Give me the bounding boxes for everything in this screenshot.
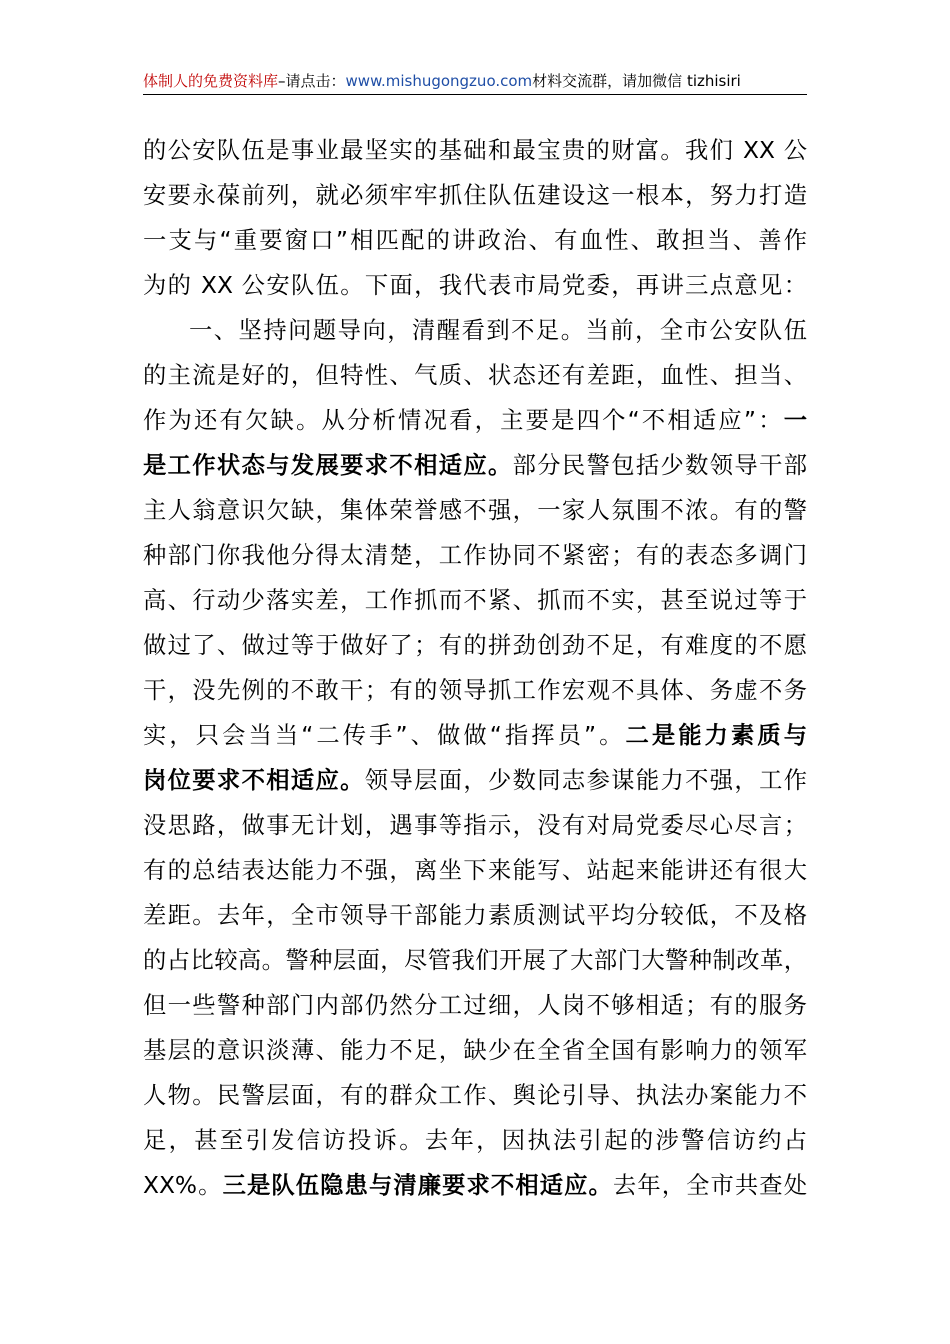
text-line	[143, 668, 807, 713]
bold-text: 岗位要求不相适应。	[143, 767, 365, 794]
text-line	[143, 1118, 807, 1163]
text-run: 做过了、做过等于做好了；有的拼劲创劲不足，有难度的不愿	[143, 632, 807, 659]
text-line	[143, 1163, 807, 1208]
bold-text: 是工作状态与发展要求不相适应。	[143, 452, 513, 479]
text-line	[143, 1073, 807, 1118]
text-line	[143, 308, 807, 353]
text-run: 的主流是好的，但特性、气质、状态还有差距，血性、担当、	[143, 362, 807, 389]
text-run: 人物。民警层面，有的群众工作、舆论引导、执法办案能力不	[143, 1082, 807, 1109]
text-run: 部分民警包括少数领导干部	[512, 452, 808, 479]
text-line	[143, 398, 807, 443]
text-line	[143, 803, 807, 848]
header-brand: 体制人的免费资料库	[143, 72, 279, 90]
bold-text: 二是能力素质与	[625, 722, 807, 749]
text-run: 足，甚至引发信访投诉。去年，因执法引起的涉警信访约占	[143, 1127, 807, 1154]
text-run: 高、行动少落实差，工作抓而不紧、抓而不实，甚至说过等于	[143, 587, 807, 614]
text-line	[143, 578, 807, 623]
text-run: XX%。	[143, 1172, 223, 1199]
header-link[interactable]: www.mishugongzuo.com	[345, 72, 533, 90]
text-line	[143, 533, 807, 578]
text-run: 基层的意识淡薄、能力不足，缺少在全省全国有影响力的领军	[143, 1037, 807, 1064]
text-run: 安要永葆前列，就必须牢牢抓住队伍建设这一根本，努力打造	[143, 182, 807, 209]
document-body	[143, 128, 807, 1208]
header-prompt: –请点击：	[278, 72, 346, 90]
text-line	[143, 758, 807, 803]
text-run: 去年，全市共查处	[612, 1172, 808, 1199]
text-run: 种部门你我他分得太清楚，工作协同不紧密；有的表态多调门	[143, 542, 807, 569]
text-run: 领导层面，少数同志参谋能力不强，工作	[364, 767, 808, 794]
text-line	[143, 623, 807, 668]
bold-text: 一	[783, 407, 807, 434]
text-line	[143, 713, 807, 758]
text-run: 有的总结表达能力不强，离坐下来能写、站起来能讲还有很大	[143, 857, 807, 884]
text-run: 为的 XX 公安队伍。下面，我代表市局党委，再讲三点意见：	[143, 272, 807, 299]
text-run: 主人翁意识欠缺，集体荣誉感不强，一家人氛围不浓。有的警	[143, 497, 807, 524]
text-line	[143, 173, 807, 218]
text-run: 一支与“重要窗口”相匹配的讲政治、有血性、敢担当、善作	[143, 227, 807, 254]
text-run: 实，只会当当“二传手”、做做“指挥员”。	[143, 722, 626, 749]
text-run: 作为还有欠缺。从分析情况看，主要是四个“不相适应”：	[143, 407, 784, 434]
text-line	[143, 128, 807, 173]
text-run: 没思路，做事无计划，遇事等指示，没有对局党委尽心尽言；	[143, 812, 807, 839]
text-line	[143, 353, 807, 398]
header-group-note: 材料交流群，请加微信 tizhisiri	[532, 72, 741, 90]
text-run: 但一些警种部门内部仍然分工过细，人岗不够相适；有的服务	[143, 992, 807, 1019]
text-line	[143, 848, 807, 893]
text-run: 的公安队伍是事业最坚实的基础和最宝贵的财富。我们 XX 公	[143, 137, 807, 164]
text-line	[143, 218, 807, 263]
text-line	[143, 443, 807, 488]
text-line	[143, 983, 807, 1028]
text-run: 差距。去年，全市领导干部能力素质测试平均分较低，不及格	[143, 902, 807, 929]
text-line	[143, 263, 807, 308]
text-run: 一、坚持问题导向，清醒看到不足。当前，全市公安队伍	[189, 317, 807, 344]
page-header	[143, 68, 807, 95]
text-line	[143, 1028, 807, 1073]
text-line	[143, 938, 807, 983]
text-run: 的占比较高。警种层面，尽管我们开展了大部门大警种制改革，	[143, 947, 807, 974]
bold-text: 三是队伍隐患与清廉要求不相适应。	[222, 1172, 613, 1199]
text-line	[143, 893, 807, 938]
text-line	[143, 488, 807, 533]
text-run: 干，没先例的不敢干；有的领导抓工作宏观不具体、务虚不务	[143, 677, 807, 704]
